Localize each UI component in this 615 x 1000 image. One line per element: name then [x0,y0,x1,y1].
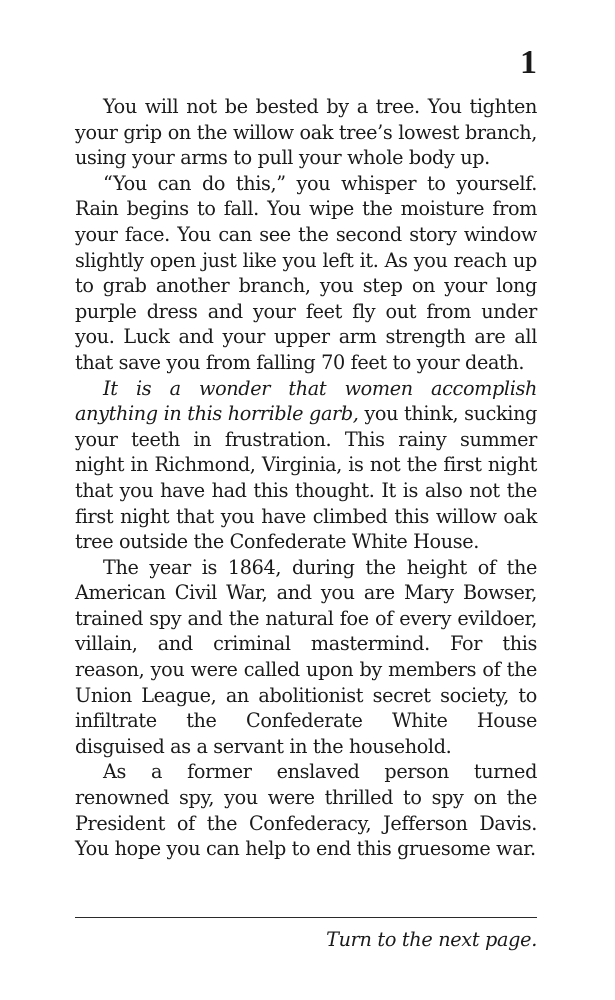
paragraph-5 [75,759,537,861]
turn-page-instruction: Turn to the next page. [326,928,537,951]
page-number: 1 [520,44,537,81]
paragraph-2 [75,171,537,376]
paragraph-italic-lead: It is a wonder that women accomplish anything in this horrible garb, [75,376,537,426]
paragraph-4 [75,555,537,760]
paragraph-text: As a former enslaved person turned renowned spy, you were thrilled to spy on the President of the Confederacy, Jefferson Davis. You hope you can help to end this gruesome war. [75,760,537,861]
footer-divider [75,917,537,918]
paragraph-text: “You can do this,” you whisper to yourself. Rain begins to fall. You wipe the moisture from your face. You can see the second story window slightly open just like you left it. As you reach up to grab another branch, you step on your long purple dress and your feet fly out from under you. Luck and your upper arm strength are all that save you from falling 70 feet to your death. [75,171,537,374]
paragraph-3 [75,376,537,555]
paragraph-text: You will not be bested by a tree. You tighten your grip on the willow oak tree’s lowest branch, using your arms to pull your whole body up. [75,95,537,170]
paragraph-text: you think, sucking your teeth in frustration. This rainy summer night in Richmond, Virginia, is not the first night that you have had this thought. It is also not the first night that you have climbed this willow oak tree outside the Confederate White House. [75,402,538,554]
paragraph-text: The year is 1864, during the height of the American Civil War, and you are Mary Bowser, trained spy and the natural foe of every evildoer, villain, and criminal mastermind. For this reason, you were called upon by members of the Union League, an abolitionist secret society, to infiltrate the Confederate White House disguised as a servant in the household. [75,555,537,758]
story-body [75,94,537,862]
paragraph-1 [75,94,537,171]
